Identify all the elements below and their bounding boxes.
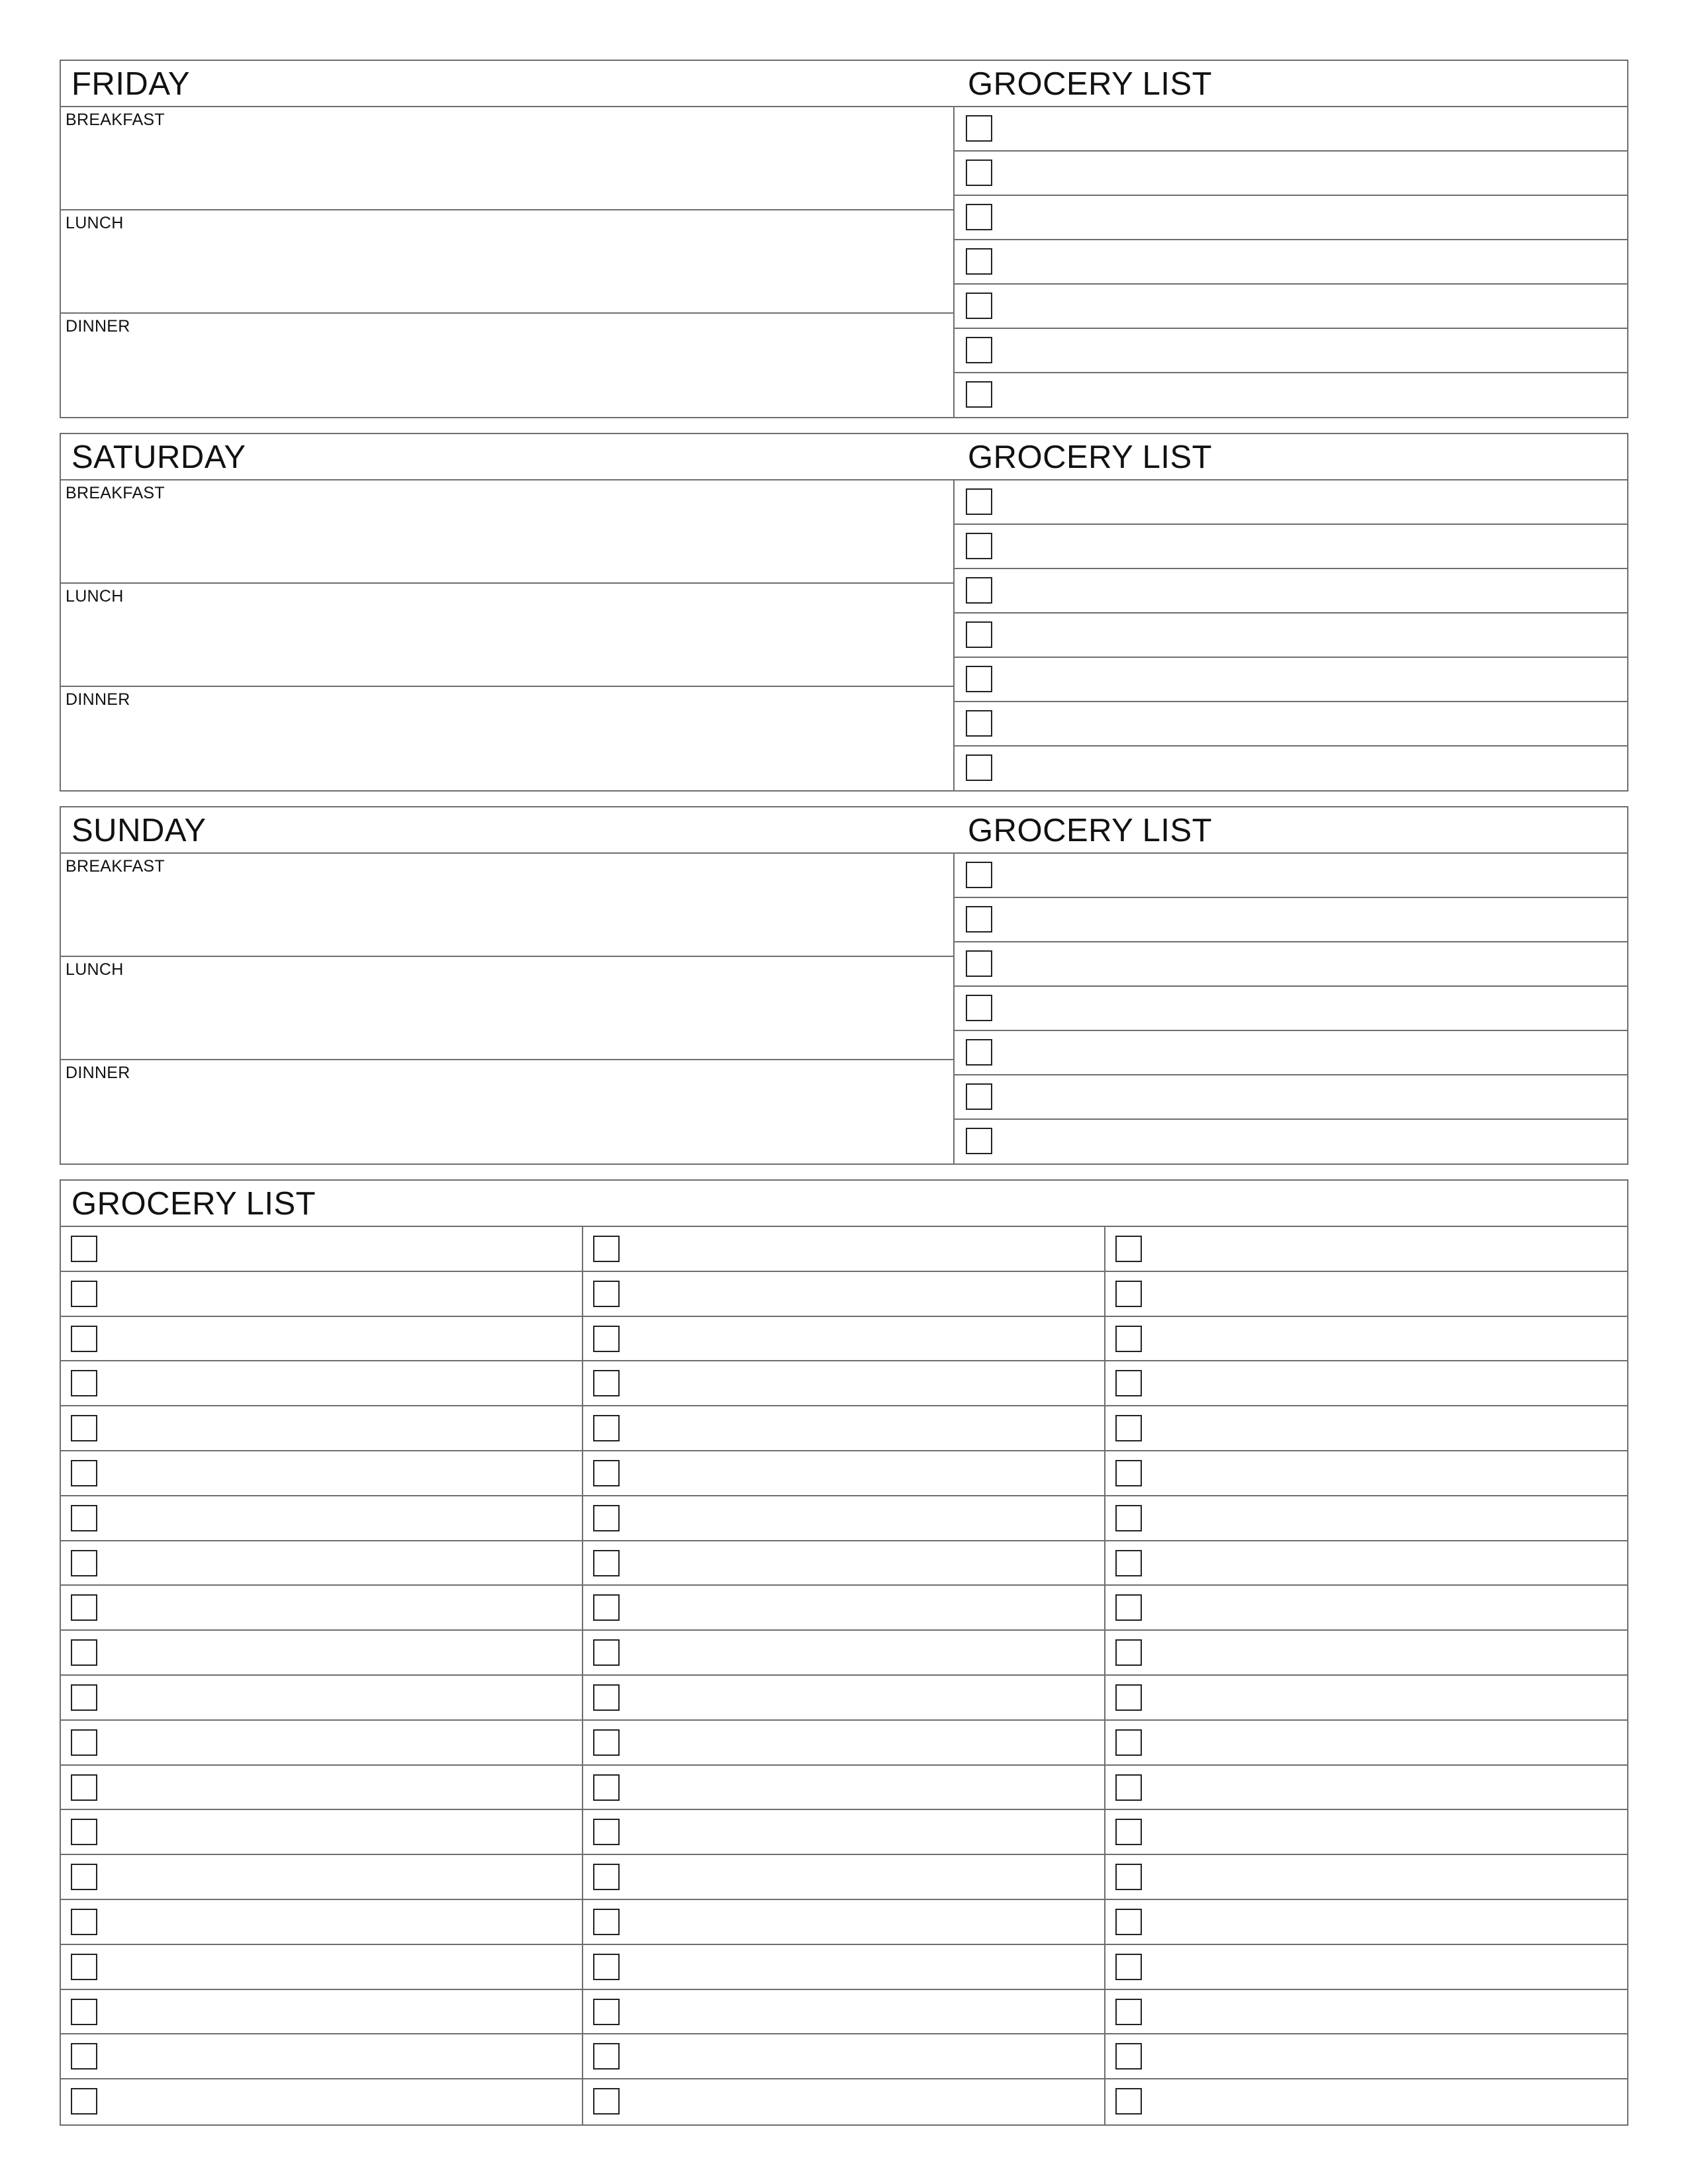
grocery-column <box>61 1227 583 2124</box>
checkbox-icon[interactable] <box>71 2088 97 2115</box>
grocery-row[interactable] <box>61 1721 582 1766</box>
checkbox-icon[interactable] <box>593 1864 620 1890</box>
checkbox-icon[interactable] <box>1115 1326 1142 1352</box>
checkbox-icon[interactable] <box>1115 1954 1142 1980</box>
checkbox-icon[interactable] <box>71 1729 97 1756</box>
meal-dinner[interactable] <box>61 314 953 417</box>
grocery-row[interactable] <box>955 854 1627 898</box>
day-header <box>61 807 1627 854</box>
checkbox-icon[interactable] <box>1115 1281 1142 1307</box>
checkbox-icon[interactable] <box>71 1281 97 1307</box>
grocery-row[interactable] <box>583 1317 1104 1362</box>
day-title: FRIDAY <box>71 66 191 102</box>
meal-label: DINNER <box>66 690 130 709</box>
grocery-row[interactable] <box>1105 1541 1627 1586</box>
checkbox-icon[interactable] <box>71 1460 97 1486</box>
grocery-row[interactable] <box>61 1990 582 2035</box>
grocery-column <box>1105 1227 1627 2124</box>
grocery-grid <box>61 1227 1627 2124</box>
grocery-row[interactable] <box>61 2079 582 2124</box>
grocery-row[interactable] <box>583 1406 1104 1451</box>
checkbox-icon[interactable] <box>1115 1370 1142 1396</box>
grocery-row[interactable] <box>1105 1721 1627 1766</box>
grocery-row[interactable] <box>61 2034 582 2079</box>
checkbox-icon[interactable] <box>1115 1684 1142 1711</box>
meals-column <box>61 480 955 790</box>
grocery-row[interactable] <box>583 1945 1104 1990</box>
grocery-row[interactable] <box>955 240 1627 285</box>
checkbox-icon[interactable] <box>966 862 992 888</box>
checkbox-icon[interactable] <box>71 1999 97 2025</box>
grocery-row[interactable] <box>61 1541 582 1586</box>
meals-column <box>61 854 955 1163</box>
grocery-row[interactable] <box>61 1406 582 1451</box>
checkbox-icon[interactable] <box>966 293 992 319</box>
grocery-row[interactable] <box>1105 1900 1627 1945</box>
grocery-row[interactable] <box>955 1075 1627 1120</box>
grocery-row[interactable] <box>61 1855 582 1900</box>
checkbox-icon[interactable] <box>1115 1594 1142 1621</box>
checkbox-icon[interactable] <box>966 381 992 408</box>
grocery-list-title: GROCERY LIST <box>968 813 1213 848</box>
checkbox-icon[interactable] <box>593 1460 620 1486</box>
grocery-row[interactable] <box>955 569 1627 614</box>
grocery-row[interactable] <box>955 373 1627 418</box>
grocery-row[interactable] <box>61 1945 582 1990</box>
checkbox-icon[interactable] <box>966 621 992 648</box>
checkbox-icon[interactable] <box>71 1594 97 1621</box>
grocery-row[interactable] <box>1105 1855 1627 1900</box>
checkbox-icon[interactable] <box>966 1128 992 1154</box>
checkbox-icon[interactable] <box>593 1326 620 1352</box>
grocery-row[interactable] <box>583 1990 1104 2035</box>
grocery-row[interactable] <box>955 614 1627 658</box>
checkbox-icon[interactable] <box>966 577 992 604</box>
grocery-row[interactable] <box>1105 1272 1627 1317</box>
grocery-row[interactable] <box>1105 1227 1627 1272</box>
grocery-row[interactable] <box>955 107 1627 152</box>
checkbox-icon[interactable] <box>71 1415 97 1441</box>
grocery-row[interactable] <box>1105 1586 1627 1631</box>
checkbox-icon[interactable] <box>71 1236 97 1262</box>
checkbox-icon[interactable] <box>593 2088 620 2115</box>
grocery-row[interactable] <box>583 1496 1104 1541</box>
meal-lunch[interactable] <box>61 957 953 1060</box>
grocery-row[interactable] <box>955 525 1627 569</box>
grocery-row[interactable] <box>955 329 1627 373</box>
checkbox-icon[interactable] <box>593 1684 620 1711</box>
grocery-list-title: GROCERY LIST <box>968 439 1213 475</box>
grocery-row[interactable] <box>1105 1810 1627 1855</box>
day-section-friday <box>60 60 1628 418</box>
checkbox-icon[interactable] <box>593 1594 620 1621</box>
meal-breakfast[interactable] <box>61 107 953 210</box>
meal-dinner[interactable] <box>61 1060 953 1163</box>
grocery-row[interactable] <box>583 1631 1104 1676</box>
day-section-saturday <box>60 433 1628 792</box>
checkbox-icon[interactable] <box>71 1326 97 1352</box>
grocery-column <box>583 1227 1105 2124</box>
checkbox-icon[interactable] <box>593 1370 620 1396</box>
checkbox-icon[interactable] <box>966 248 992 275</box>
grocery-list-title: GROCERY LIST <box>968 66 1213 102</box>
grocery-row[interactable] <box>61 1227 582 1272</box>
grocery-row[interactable] <box>1105 1945 1627 1990</box>
grocery-row[interactable] <box>1105 1317 1627 1362</box>
grocery-row[interactable] <box>1105 1361 1627 1406</box>
grocery-row[interactable] <box>61 1272 582 1317</box>
checkbox-icon[interactable] <box>966 1039 992 1066</box>
grocery-row[interactable] <box>955 942 1627 987</box>
checkbox-icon[interactable] <box>966 533 992 559</box>
grocery-row[interactable] <box>61 1810 582 1855</box>
checkbox-icon[interactable] <box>966 666 992 692</box>
grocery-row[interactable] <box>1105 2079 1627 2124</box>
meal-breakfast[interactable] <box>61 480 953 584</box>
meal-label: BREAKFAST <box>66 111 165 129</box>
checkbox-icon[interactable] <box>1115 1729 1142 1756</box>
checkbox-icon[interactable] <box>593 1505 620 1531</box>
meal-label: LUNCH <box>66 587 124 606</box>
meal-lunch[interactable] <box>61 210 953 314</box>
meal-label: LUNCH <box>66 960 124 979</box>
grocery-row[interactable] <box>583 1900 1104 1945</box>
meal-label: DINNER <box>66 1064 130 1082</box>
checkbox-icon[interactable] <box>1115 1415 1142 1441</box>
checkbox-icon[interactable] <box>966 710 992 737</box>
grocery-row[interactable] <box>955 1120 1627 1164</box>
grocery-row[interactable] <box>61 1317 582 1362</box>
grocery-row[interactable] <box>61 1900 582 1945</box>
checkbox-icon[interactable] <box>1115 1819 1142 1845</box>
checkbox-icon[interactable] <box>71 1684 97 1711</box>
checkbox-icon[interactable] <box>593 1415 620 1441</box>
checkbox-icon[interactable] <box>1115 1550 1142 1576</box>
grocery-row[interactable] <box>1105 1990 1627 2035</box>
checkbox-icon[interactable] <box>1115 1909 1142 1935</box>
grocery-row[interactable] <box>955 196 1627 240</box>
checkbox-icon[interactable] <box>71 1370 97 1396</box>
grocery-row[interactable] <box>61 1766 582 1811</box>
meal-label: BREAKFAST <box>66 857 165 876</box>
grocery-row[interactable] <box>61 1676 582 1721</box>
meal-label: LUNCH <box>66 214 124 232</box>
grocery-row[interactable] <box>955 747 1627 791</box>
grocery-row[interactable] <box>955 480 1627 525</box>
grocery-row[interactable] <box>1105 2034 1627 2079</box>
checkbox-icon[interactable] <box>71 1639 97 1666</box>
main-grocery-section <box>60 1179 1628 2126</box>
grocery-row[interactable] <box>955 285 1627 329</box>
main-grocery-title: GROCERY LIST <box>71 1186 316 1222</box>
grocery-row[interactable] <box>583 1272 1104 1317</box>
day-title: SATURDAY <box>71 439 246 475</box>
meal-label: BREAKFAST <box>66 484 165 502</box>
grocery-row[interactable] <box>955 898 1627 942</box>
checkbox-icon[interactable] <box>593 1550 620 1576</box>
grocery-row[interactable] <box>61 1451 582 1496</box>
checkbox-icon[interactable] <box>593 1236 620 1262</box>
checkbox-icon[interactable] <box>1115 1639 1142 1666</box>
checkbox-icon[interactable] <box>593 2043 620 2070</box>
grocery-row[interactable] <box>583 1586 1104 1631</box>
grocery-row[interactable] <box>583 1721 1104 1766</box>
checkbox-icon[interactable] <box>593 1954 620 1980</box>
checkbox-icon[interactable] <box>71 1909 97 1935</box>
checkbox-icon[interactable] <box>1115 1460 1142 1486</box>
checkbox-icon[interactable] <box>1115 1236 1142 1262</box>
meal-breakfast[interactable] <box>61 854 953 957</box>
checkbox-icon[interactable] <box>71 1550 97 1576</box>
grocery-row[interactable] <box>955 152 1627 196</box>
checkbox-icon[interactable] <box>966 488 992 515</box>
grocery-row[interactable] <box>583 1361 1104 1406</box>
checkbox-icon[interactable] <box>966 1083 992 1110</box>
checkbox-icon[interactable] <box>593 1819 620 1845</box>
meals-column <box>61 107 955 417</box>
grocery-row[interactable] <box>1105 1406 1627 1451</box>
meal-dinner[interactable] <box>61 687 953 790</box>
grocery-row[interactable] <box>955 658 1627 702</box>
grocery-row[interactable] <box>61 1496 582 1541</box>
checkbox-icon[interactable] <box>1115 1774 1142 1801</box>
checkbox-icon[interactable] <box>966 204 992 230</box>
checkbox-icon[interactable] <box>593 1909 620 1935</box>
grocery-row[interactable] <box>583 1451 1104 1496</box>
checkbox-icon[interactable] <box>1115 1999 1142 2025</box>
day-grocery-list <box>955 854 1627 1163</box>
day-section-sunday <box>60 806 1628 1165</box>
meal-label: DINNER <box>66 317 130 336</box>
checkbox-icon[interactable] <box>593 1999 620 2025</box>
day-grocery-list <box>955 480 1627 790</box>
grocery-row[interactable] <box>583 1855 1104 1900</box>
checkbox-icon[interactable] <box>71 1819 97 1845</box>
grocery-row[interactable] <box>61 1586 582 1631</box>
checkbox-icon[interactable] <box>71 1864 97 1890</box>
day-header <box>61 434 1627 480</box>
checkbox-icon[interactable] <box>1115 2043 1142 2070</box>
grocery-row[interactable] <box>583 1541 1104 1586</box>
checkbox-icon[interactable] <box>1115 1864 1142 1890</box>
day-grocery-list <box>955 107 1627 417</box>
grocery-row[interactable] <box>1105 1451 1627 1496</box>
checkbox-icon[interactable] <box>966 159 992 186</box>
checkbox-icon[interactable] <box>71 1954 97 1980</box>
grocery-row[interactable] <box>955 702 1627 747</box>
checkbox-icon[interactable] <box>593 1639 620 1666</box>
checkbox-icon[interactable] <box>966 115 992 142</box>
grocery-row[interactable] <box>955 987 1627 1031</box>
checkbox-icon[interactable] <box>966 906 992 933</box>
grocery-row[interactable] <box>1105 1631 1627 1676</box>
checkbox-icon[interactable] <box>1115 2088 1142 2115</box>
grocery-row[interactable] <box>583 1227 1104 1272</box>
day-title: SUNDAY <box>71 813 207 848</box>
grocery-row[interactable] <box>61 1361 582 1406</box>
checkbox-icon[interactable] <box>71 1505 97 1531</box>
checkbox-icon[interactable] <box>71 1774 97 1801</box>
grocery-row[interactable] <box>61 1631 582 1676</box>
main-grocery-header <box>61 1181 1627 1227</box>
checkbox-icon[interactable] <box>966 337 992 363</box>
checkbox-icon[interactable] <box>593 1729 620 1756</box>
grocery-row[interactable] <box>583 1766 1104 1811</box>
grocery-row[interactable] <box>955 1031 1627 1075</box>
checkbox-icon[interactable] <box>966 754 992 781</box>
grocery-row[interactable] <box>583 1676 1104 1721</box>
checkbox-icon[interactable] <box>966 995 992 1021</box>
grocery-row[interactable] <box>583 1810 1104 1855</box>
checkbox-icon[interactable] <box>71 2043 97 2070</box>
day-header <box>61 61 1627 107</box>
grocery-row[interactable] <box>1105 1766 1627 1811</box>
grocery-row[interactable] <box>1105 1496 1627 1541</box>
checkbox-icon[interactable] <box>593 1774 620 1801</box>
checkbox-icon[interactable] <box>966 950 992 977</box>
grocery-row[interactable] <box>583 2034 1104 2079</box>
checkbox-icon[interactable] <box>1115 1505 1142 1531</box>
meal-lunch[interactable] <box>61 584 953 687</box>
grocery-row[interactable] <box>583 2079 1104 2124</box>
checkbox-icon[interactable] <box>593 1281 620 1307</box>
grocery-row[interactable] <box>1105 1676 1627 1721</box>
